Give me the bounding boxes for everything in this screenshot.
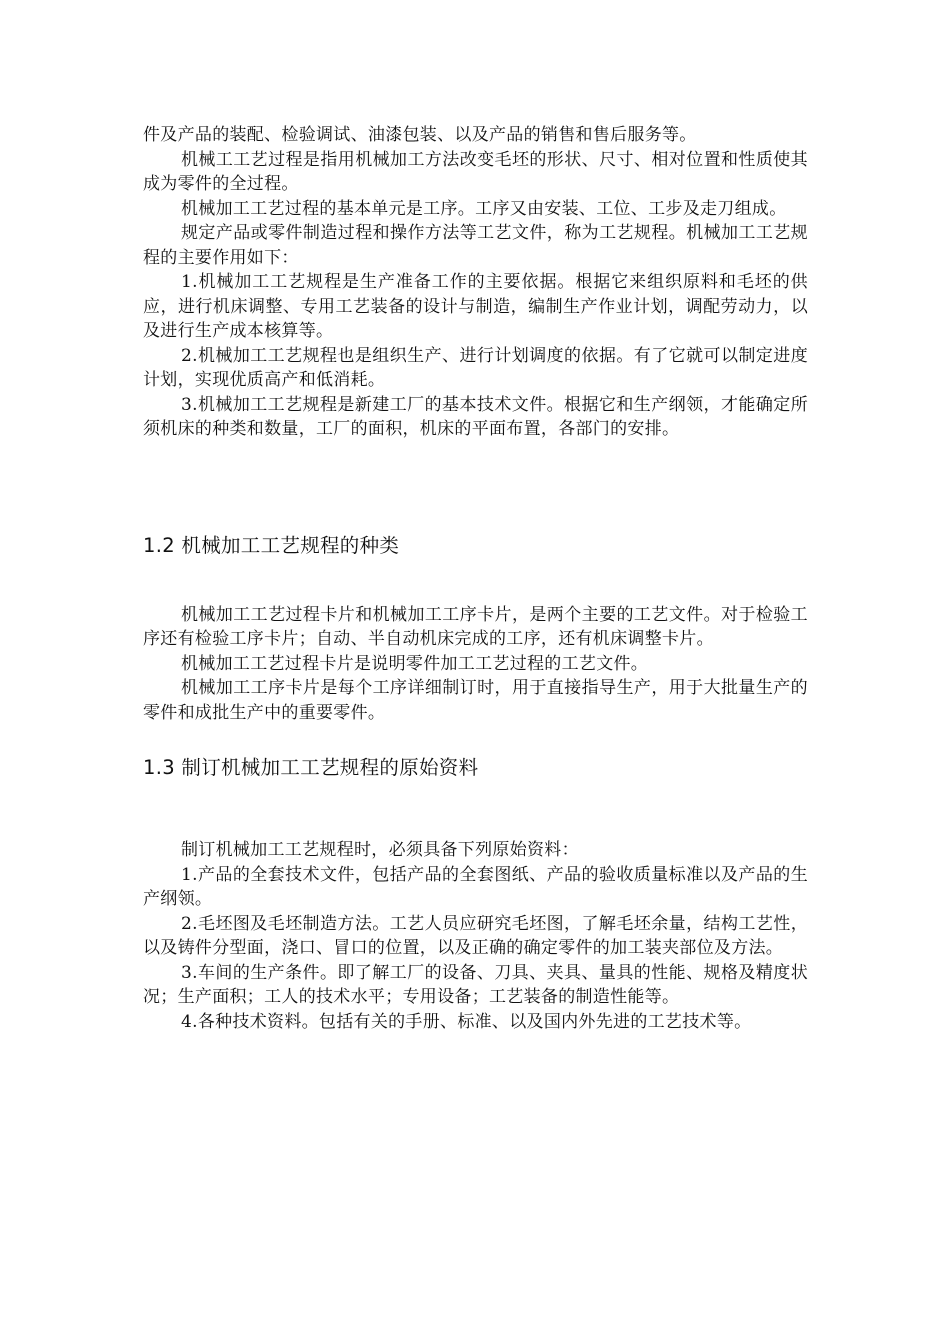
section-heading-1-2: 1.2 机械加工工艺规程的种类 (143, 533, 400, 557)
intro-paragraph: 机械工工艺过程是指用机械加工方法改变毛坯的形状、尺寸、相对位置和性质使其成为零件的全过程。 (143, 149, 808, 194)
intro-paragraph: 规定产品或零件制造过程和操作方法等工艺文件，称为工艺规程。机械加工工艺规程的主要作用如下： (143, 223, 808, 268)
section-1-2-paragraph: 机械加工工艺过程卡片是说明零件加工工艺过程的工艺文件。 (181, 653, 649, 674)
section-1-2-paragraph: 机械加工工艺过程卡片和机械加工工序卡片，是两个主要的工艺文件。对于检验工序还有检验工序卡片；自动、半自动机床完成的工序，还有机床调整卡片。 (143, 604, 808, 649)
intro-paragraph-continuation: 件及产品的装配、检验调试、油漆包装、以及产品的销售和售后服务等。 (143, 125, 697, 145)
section-1-3-paragraph: 制订机械加工工艺规程时，必须具备下列原始资料： (181, 840, 579, 860)
intro-list-item: 3.机械加工工艺规程是新建工厂的基本技术文件。根据它和生产纲领，才能确定所须机床的种类和数量，工厂的面积，机床的平面布置，各部门的安排。 (143, 394, 808, 439)
intro-list-item: 2.机械加工工艺规程也是组织生产、进行计划调度的依据。有了它就可以制定进度计划，实现优质高产和低消耗。 (143, 345, 808, 390)
intro-paragraph: 机械加工工艺过程的基本单元是工序。工序又由安装、工位、工步及走刀组成。 (181, 198, 787, 219)
section-1-3-list-item: 3.车间的生产条件。即了解工厂的设备、刀具、夹具、量具的性能、规格及精度状况；生产面积；工人的技术水平；专用设备；工艺装备的制造性能等。 (143, 962, 808, 1007)
section-1-3-list-item: 1.产品的全套技术文件，包括产品的全套图纸、产品的验收质量标准以及产品的生产纲领。 (143, 864, 808, 909)
document-body (143, 123, 808, 1034)
section-1-3-list-item: 2.毛坯图及毛坯制造方法。工艺人员应研究毛坯图，了解毛坯余量，结构工艺性，以及铸件分型面，浇口、冒口的位置，以及正确的确定零件的加工装夹部位及方法。 (143, 913, 808, 958)
section-heading-1-3: 1.3 制订机械加工工艺规程的原始资料 (143, 756, 479, 779)
section-1-3-list-item: 4.各种技术资料。包括有关的手册、标准、以及国内外先进的工艺技术等。 (181, 1011, 752, 1032)
intro-list-item: 1.机械加工工艺规程是生产准备工作的主要依据。根据它来组织原料和毛坯的供应，进行机床调整、专用工艺装备的设计与制造，编制生产作业计划，调配劳动力，以及进行生产成本核算等。 (143, 272, 808, 341)
section-1-2-paragraph: 机械加工工序卡片是每个工序详细制订时，用于直接指导生产，用于大批量生产的零件和成批生产中的重要零件。 (143, 678, 808, 723)
